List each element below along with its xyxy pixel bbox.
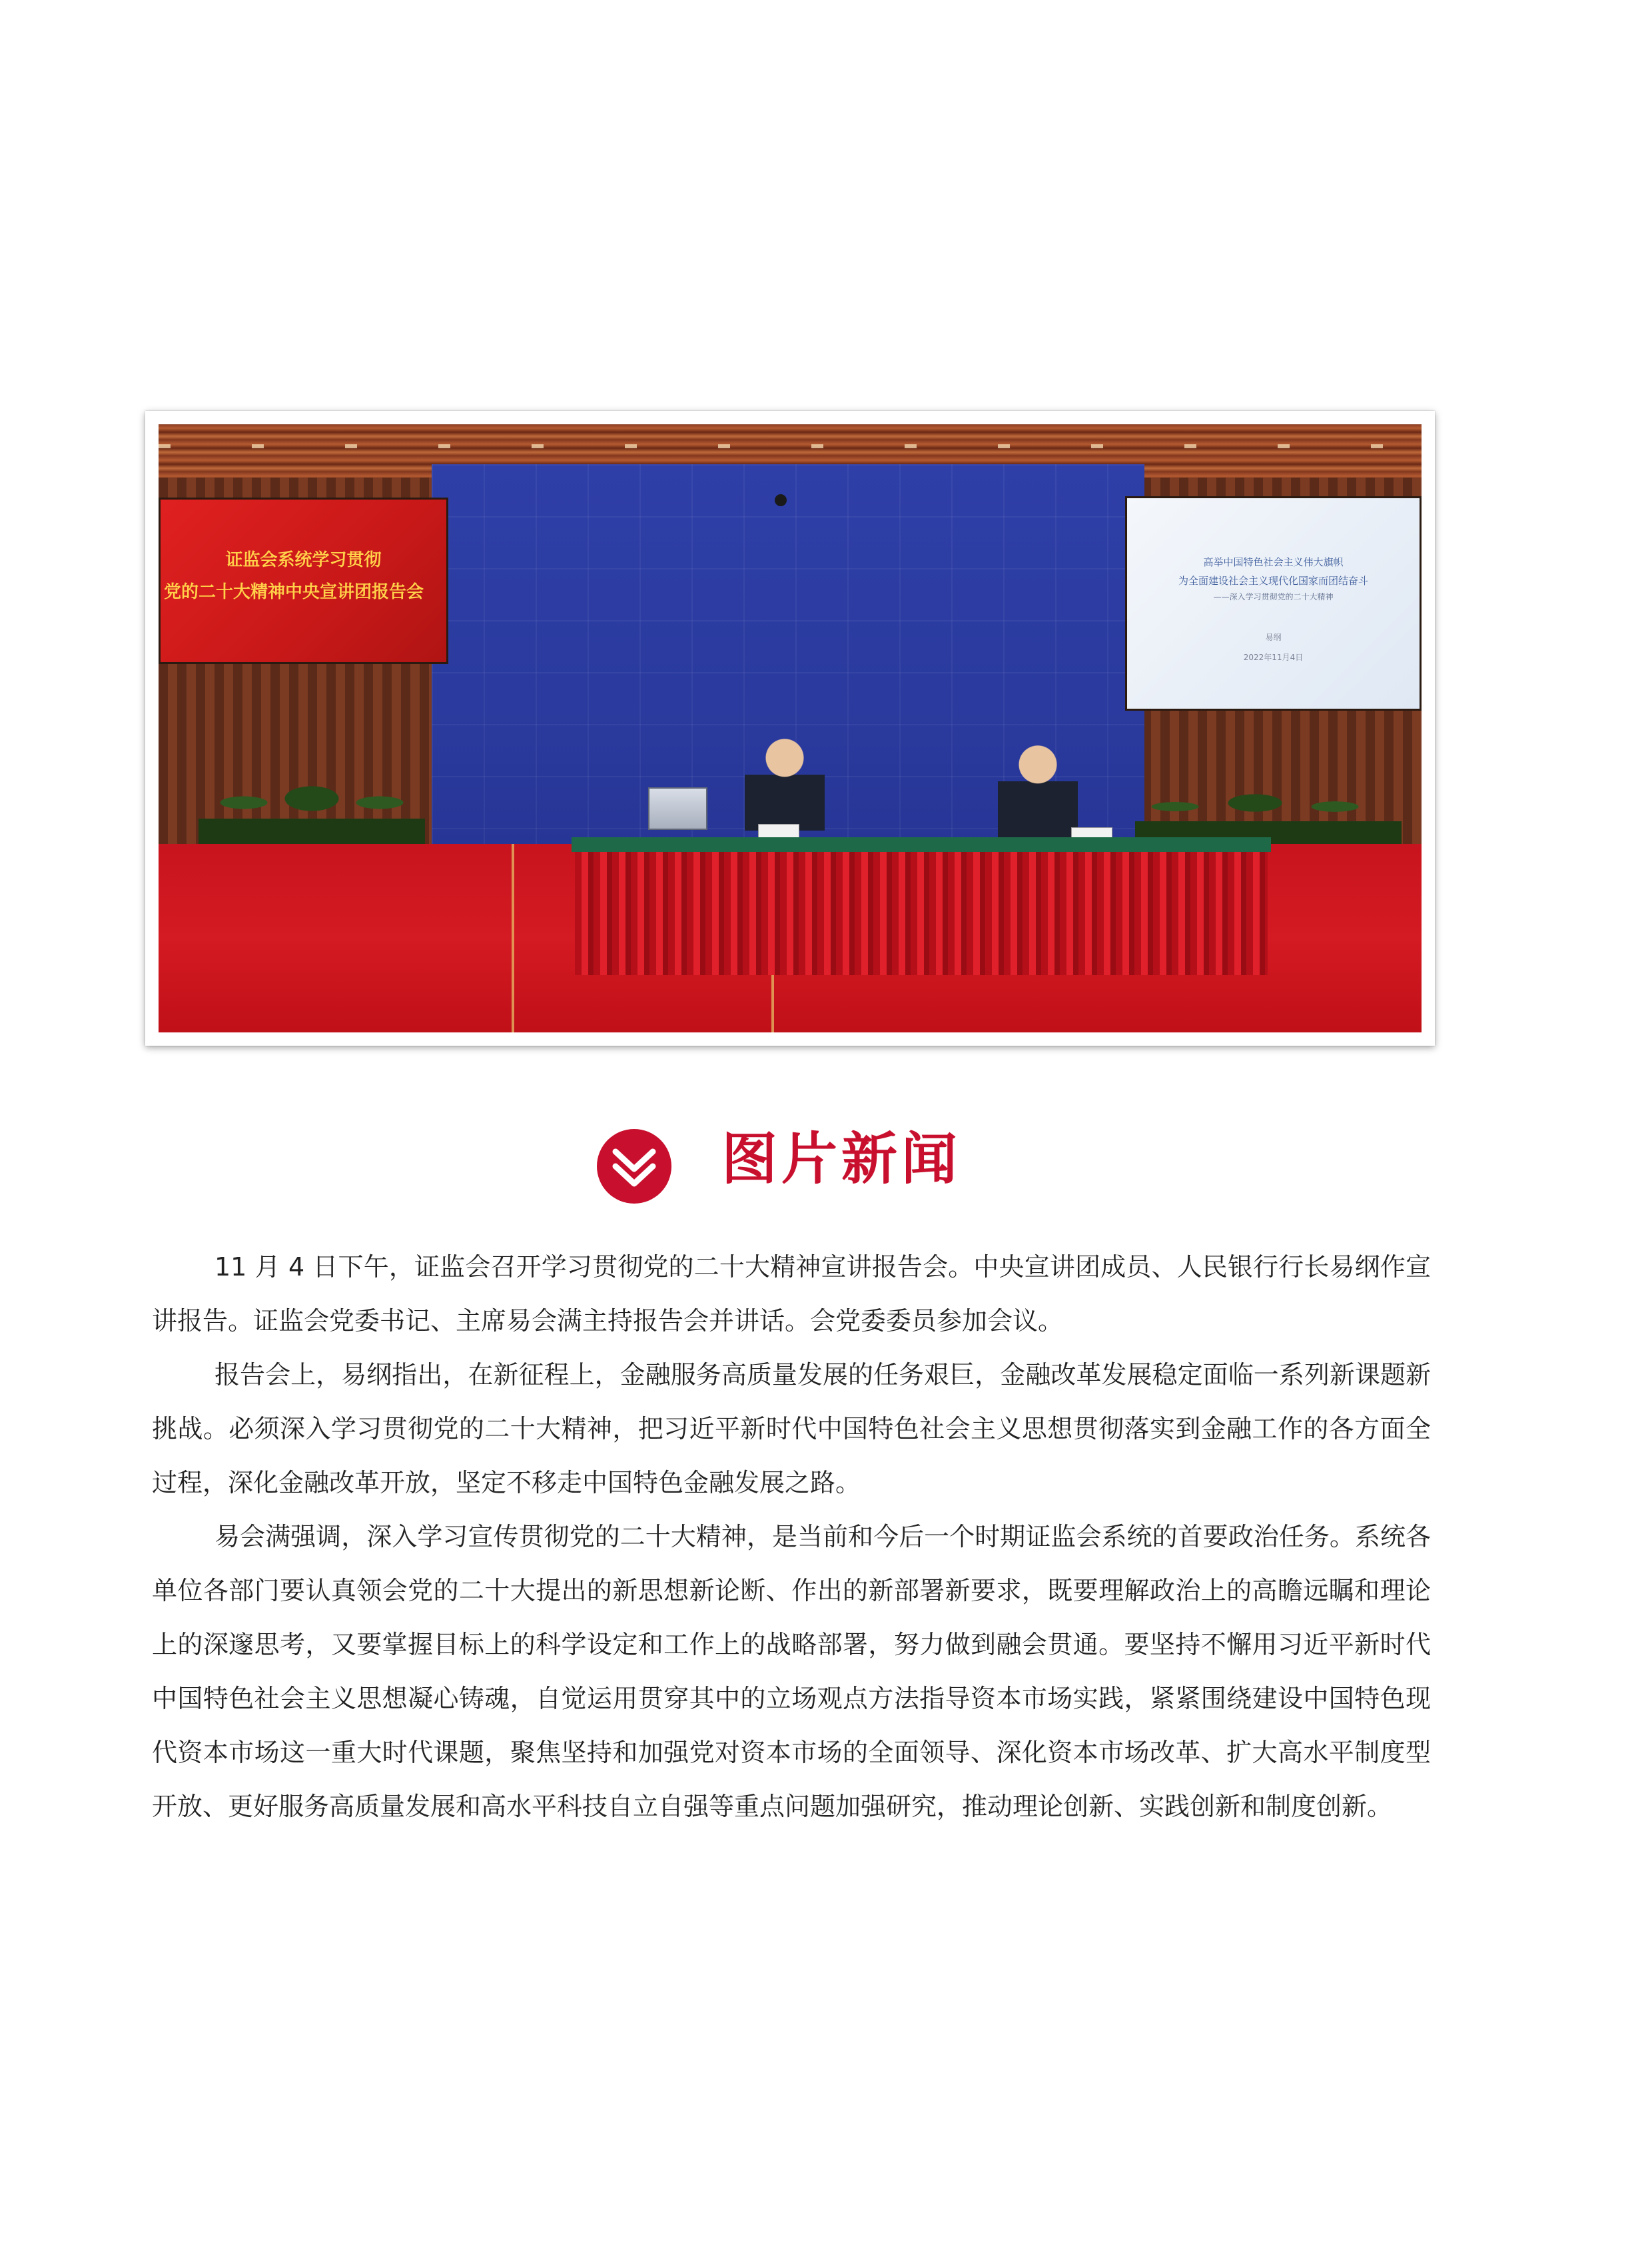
article-body: [152, 1240, 1431, 1834]
section-title: 图片新闻: [721, 1126, 962, 1192]
right-projection-screen: [1125, 496, 1422, 711]
laptop: [648, 787, 707, 830]
news-photo-frame: [145, 411, 1435, 1046]
left-screen-line2: 党的二十大精神中央宣讲团报告会: [163, 582, 424, 602]
right-screen-line5: 2022年11月4日: [1243, 653, 1304, 662]
plants-left: [199, 771, 425, 851]
left-screen-line1: 证监会系统学习贯彻: [225, 550, 382, 570]
camera-icon: [775, 494, 787, 506]
speaker-right: [998, 744, 1078, 837]
carpet-stripe: [512, 844, 514, 1032]
right-screen-line1: 高举中国特色社会主义伟大旗帜: [1203, 556, 1344, 568]
double-chevron-down-icon: [596, 1128, 673, 1205]
table-skirt: [575, 852, 1268, 975]
article-paragraph: 报告会上，易纲指出，在新征程上，金融服务高质量发展的任务艰巨，金融改革发展稳定面临一系列新课题新挑战。必须深入学习贯彻党的二十大精神，把习近平新时代中国特色社会主义思想贯彻落实到金融工作的各方面全过程，深化金融改革开放，坚定不移走中国特色金融发展之路。: [152, 1360, 1431, 1497]
news-photo: [159, 424, 1422, 1032]
right-screen-line4: 易纲: [1265, 633, 1282, 642]
right-screen-line3: ——深入学习贯彻党的二十大精神: [1213, 592, 1334, 601]
ceiling-lights: [159, 444, 1422, 448]
article-paragraph: 易会满强调，深入学习宣传贯彻党的二十大精神，是当前和今后一个时期证监会系统的首要政治任务。系统各单位各部门要认真领会党的二十大提出的新思想新论断、作出的新部署新要求，既要理解政治上的高瞻远瞩和理论上的深邃思考，又要掌握目标上的科学设定和工作上的战略部署，努力做到融会贯通。要坚持不懈用习近平新时代中国特色社会主义思想凝心铸魂，自觉运用贯穿其中的立场观点方法指导资本市场实践，紧紧围绕建设中国特色现代资本市场这一重大时代课题，聚焦坚持和加强党对资本市场的全面领导、深化资本市场改革、扩大高水平制度型开放、更好服务高质量发展和高水平科技自立自强等重点问题加强研究，推动理论创新、实践创新和制度创新。: [152, 1522, 1431, 1821]
right-screen-line2: 为全面建设社会主义现代化国家而团结奋斗: [1178, 575, 1368, 587]
table-top: [572, 837, 1271, 852]
article-paragraph: 11 月 4 日下午，证监会召开学习贯彻党的二十大精神宣讲报告会。中央宣讲团成员、人民银行行长易纲作宣讲报告。证监会党委书记、主席易会满主持报告会并讲话。会党委委员参加会议。: [152, 1252, 1431, 1335]
left-projection-screen: [159, 498, 448, 664]
speaker-left: [745, 737, 825, 831]
